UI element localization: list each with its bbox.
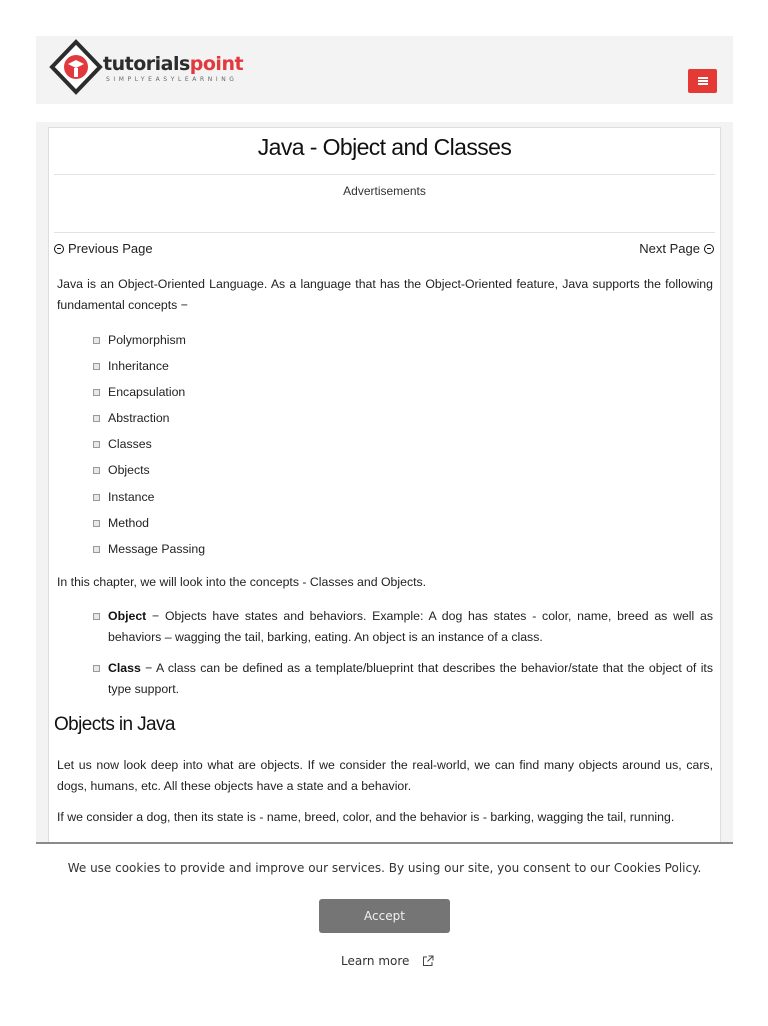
bullet-icon	[93, 415, 100, 422]
cookie-banner	[36, 842, 733, 1026]
accept-button[interactable]: Accept	[319, 899, 450, 933]
definition-item	[93, 606, 713, 648]
bullet-icon	[93, 441, 100, 448]
list-item: Method	[93, 516, 149, 530]
section-paragraph: Let us now look deep into what are objects. If we consider the real-world, we can find many objects around us, cars, dogs, humans, etc. All these objects have a state and a behavior.	[57, 758, 713, 793]
learn-more-label: Learn more	[341, 954, 410, 968]
menu-button[interactable]	[688, 69, 717, 93]
learn-more-link[interactable]	[341, 954, 434, 968]
bullet-icon	[93, 546, 100, 553]
definition-item	[93, 658, 713, 700]
site-logo[interactable]	[48, 38, 268, 98]
external-link-icon	[422, 955, 434, 967]
list-item: Instance	[93, 490, 155, 504]
bullet-icon	[93, 665, 100, 672]
list-item: Classes	[93, 437, 152, 451]
previous-page-label: Previous Page	[68, 241, 153, 256]
bullet-icon	[93, 363, 100, 370]
list-item: Objects	[93, 463, 150, 477]
bullet-icon	[93, 467, 100, 474]
next-page-link[interactable]	[639, 241, 714, 256]
next-page-label: Next Page	[639, 241, 700, 256]
section-paragraph: If we consider a dog, then its state is - name, breed, color, and the behavior is - barking, wagging the tail, running.	[57, 810, 675, 824]
bullet-icon	[93, 337, 100, 344]
chapter-note: In this chapter, we will look into the concepts - Classes and Objects.	[57, 575, 427, 589]
divider	[54, 232, 715, 233]
previous-page-link[interactable]	[54, 241, 153, 256]
circle-arrow-right-icon	[704, 244, 714, 254]
logo-wordmark: tutorialspoint	[103, 53, 244, 75]
logo-diamond-icon	[48, 38, 104, 98]
list-item: Abstraction	[93, 411, 170, 425]
circle-arrow-left-icon	[54, 244, 64, 254]
definition-term: Class	[108, 661, 141, 675]
list-item: Encapsulation	[93, 385, 185, 399]
bullet-icon	[93, 494, 100, 501]
site-header	[36, 36, 733, 104]
divider	[54, 174, 715, 175]
cookie-message: We use cookies to provide and improve our services. By using our site, you consent to our Cookies Policy.	[67, 861, 702, 875]
section-heading: Objects in Java	[54, 714, 175, 735]
bullet-icon	[93, 613, 100, 620]
bullet-icon	[93, 389, 100, 396]
page-title: Java - Object and Classes	[257, 134, 512, 160]
ads-label: Advertisements	[343, 184, 426, 198]
list-item: Inheritance	[93, 359, 169, 373]
definition-term: Object	[108, 609, 147, 623]
hamburger-icon	[698, 80, 708, 82]
bullet-icon	[93, 520, 100, 527]
list-item: Message Passing	[93, 542, 205, 556]
definition-text: − A class can be defined as a template/blueprint that describes the behavior/state that the object of its type support.	[108, 661, 713, 696]
logo-tagline: SIMPLYEASYLEARNING	[106, 76, 238, 83]
intro-paragraph: Java is an Object-Oriented Language. As a language that has the Object-Oriented feature, Java supports the following fundamental concepts −	[57, 277, 713, 312]
list-item: Polymorphism	[93, 333, 186, 347]
definition-text: − Objects have states and behaviors. Example: A dog has states - color, name, breed as well as behaviors – wagging the tail, barking, eating. An object is an instance of a class.	[108, 609, 713, 644]
